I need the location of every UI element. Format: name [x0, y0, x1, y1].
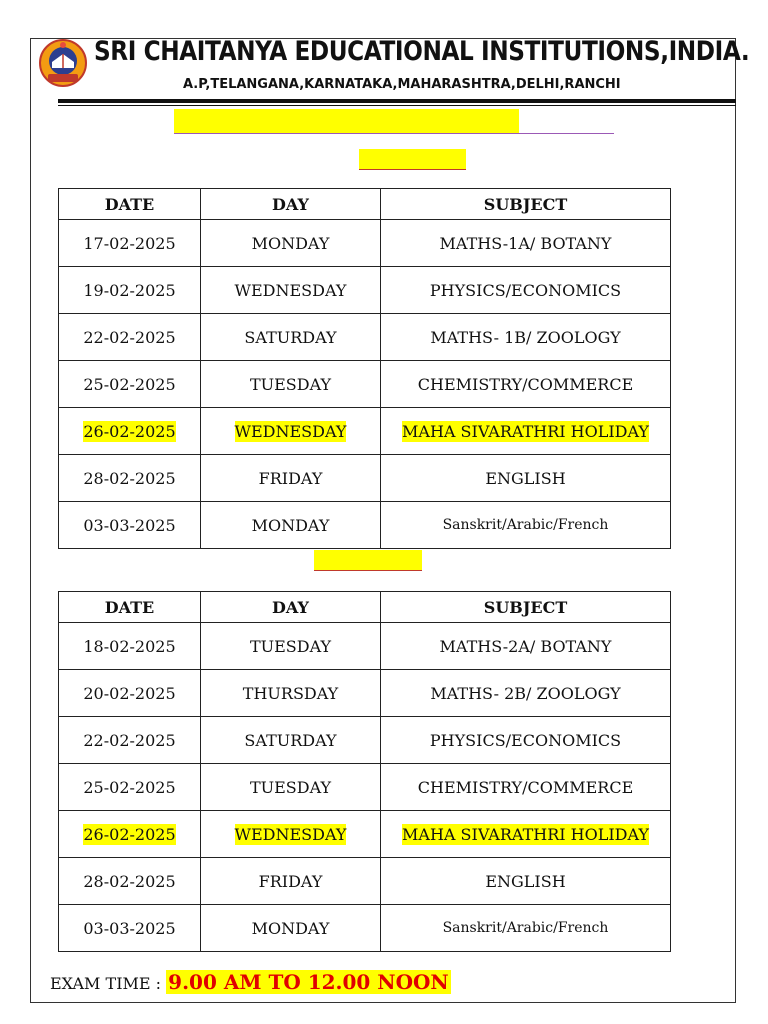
date-cell-text: 03-03-2025	[83, 515, 176, 535]
subject-cell	[381, 670, 671, 717]
date-cell-text: 22-02-2025	[83, 730, 176, 750]
date-cell	[59, 361, 201, 408]
header-subject: SUBJECT	[381, 189, 671, 220]
day-cell	[201, 314, 381, 361]
day-cell-text: THURSDAY	[242, 683, 339, 703]
section-1-highlight-tag	[359, 149, 466, 170]
subject-cell-text: MATHS-1A/ BOTANY	[439, 233, 612, 253]
section-2-highlight-tag	[314, 550, 422, 571]
date-cell-text: 18-02-2025	[83, 636, 176, 656]
date-cell	[59, 717, 201, 764]
schedule-table-2	[58, 591, 671, 952]
date-cell	[59, 408, 201, 455]
subject-cell	[381, 455, 671, 502]
schedule-table-1	[58, 188, 671, 549]
table-row	[59, 905, 671, 952]
day-cell-text: SATURDAY	[244, 327, 337, 347]
date-cell-text: 20-02-2025	[83, 683, 176, 703]
subject-cell-text: MAHA SIVARATHRI HOLIDAY	[402, 421, 649, 441]
day-cell	[201, 717, 381, 764]
date-cell-text: 25-02-2025	[83, 374, 176, 394]
day-cell	[201, 905, 381, 952]
day-cell-text: TUESDAY	[249, 374, 332, 394]
subject-cell-text: Sanskrit/Arabic/French	[442, 920, 609, 936]
table-header-row	[59, 592, 671, 623]
table-row	[59, 361, 671, 408]
date-cell	[59, 905, 201, 952]
exam-time-label: EXAM TIME :	[50, 974, 162, 993]
table-row	[59, 717, 671, 764]
subject-cell	[381, 858, 671, 905]
date-cell-text: 25-02-2025	[83, 777, 176, 797]
title-underline	[174, 133, 614, 134]
subject-cell	[381, 314, 671, 361]
table-row	[59, 267, 671, 314]
subject-cell	[381, 502, 671, 549]
day-cell-text: TUESDAY	[249, 777, 332, 797]
table-row	[59, 455, 671, 502]
date-cell-text: 28-02-2025	[83, 468, 176, 488]
subject-cell-text: CHEMISTRY/COMMERCE	[417, 374, 634, 394]
subject-cell	[381, 905, 671, 952]
header-date: DATE	[59, 189, 201, 220]
day-cell-text: TUESDAY	[249, 636, 332, 656]
day-cell-text: MONDAY	[251, 918, 330, 938]
subject-cell	[381, 267, 671, 314]
subject-cell-text: MAHA SIVARATHRI HOLIDAY	[402, 824, 649, 844]
subject-cell-text: ENGLISH	[485, 468, 566, 488]
day-cell	[201, 811, 381, 858]
date-cell	[59, 623, 201, 670]
table-row	[59, 408, 671, 455]
date-cell	[59, 764, 201, 811]
subject-cell	[381, 811, 671, 858]
table-row	[59, 314, 671, 361]
subject-cell-text: MATHS- 2B/ ZOOLOGY	[430, 683, 621, 703]
exam-time-value: 9.00 AM TO 12.00 NOON	[168, 970, 449, 994]
header-day: DAY	[201, 592, 381, 623]
table-row	[59, 764, 671, 811]
day-cell-text: FRIDAY	[258, 468, 323, 488]
day-cell	[201, 361, 381, 408]
date-cell-text: 17-02-2025	[83, 233, 176, 253]
table-row	[59, 220, 671, 267]
subject-cell	[381, 717, 671, 764]
date-cell-text: 03-03-2025	[83, 918, 176, 938]
table-row	[59, 670, 671, 717]
table-row	[59, 502, 671, 549]
date-cell	[59, 811, 201, 858]
table-row	[59, 623, 671, 670]
date-cell-text: 28-02-2025	[83, 871, 176, 891]
subject-cell	[381, 220, 671, 267]
day-cell-text: WEDNESDAY	[234, 824, 347, 844]
date-cell	[59, 502, 201, 549]
subject-cell	[381, 764, 671, 811]
date-cell-text: 22-02-2025	[83, 327, 176, 347]
day-cell	[201, 623, 381, 670]
day-cell	[201, 408, 381, 455]
header-rule-thin	[58, 105, 736, 106]
day-cell-text: WEDNESDAY	[234, 280, 347, 300]
subject-cell-text: CHEMISTRY/COMMERCE	[417, 777, 634, 797]
day-cell	[201, 502, 381, 549]
date-cell	[59, 267, 201, 314]
subject-cell	[381, 623, 671, 670]
day-cell-text: FRIDAY	[258, 871, 323, 891]
day-cell	[201, 858, 381, 905]
date-cell	[59, 670, 201, 717]
subject-cell	[381, 408, 671, 455]
title-highlight-block	[174, 109, 519, 133]
subject-cell	[381, 361, 671, 408]
day-cell	[201, 220, 381, 267]
day-cell-text: MONDAY	[251, 233, 330, 253]
subject-cell-text: PHYSICS/ECONOMICS	[429, 280, 622, 300]
header-subject: SUBJECT	[381, 592, 671, 623]
day-cell	[201, 455, 381, 502]
day-cell-text: MONDAY	[251, 515, 330, 535]
day-cell-text: SATURDAY	[244, 730, 337, 750]
day-cell-text: WEDNESDAY	[234, 421, 347, 441]
date-cell	[59, 314, 201, 361]
table-header-row	[59, 189, 671, 220]
subject-cell-text: Sanskrit/Arabic/French	[442, 517, 609, 533]
header-rule	[58, 99, 736, 103]
date-cell-text: 19-02-2025	[83, 280, 176, 300]
institution-name: SRI CHAITANYA EDUCATIONAL INSTITUTIONS,INDIA.	[94, 36, 750, 67]
institution-logo-icon	[38, 38, 88, 88]
institution-locations: A.P,TELANGANA,KARNATAKA,MAHARASHTRA,DELHI,RANCHI	[183, 77, 621, 92]
day-cell	[201, 764, 381, 811]
subject-cell-text: MATHS- 1B/ ZOOLOGY	[430, 327, 621, 347]
date-cell-text: 26-02-2025	[83, 824, 176, 844]
subject-cell-text: PHYSICS/ECONOMICS	[429, 730, 622, 750]
exam-time	[50, 970, 451, 994]
table-row	[59, 858, 671, 905]
date-cell	[59, 220, 201, 267]
date-cell-text: 26-02-2025	[83, 421, 176, 441]
subject-cell-text: ENGLISH	[485, 871, 566, 891]
date-cell	[59, 858, 201, 905]
header-day: DAY	[201, 189, 381, 220]
day-cell	[201, 267, 381, 314]
subject-cell-text: MATHS-2A/ BOTANY	[439, 636, 612, 656]
date-cell	[59, 455, 201, 502]
table-row	[59, 811, 671, 858]
day-cell	[201, 670, 381, 717]
header-date: DATE	[59, 592, 201, 623]
